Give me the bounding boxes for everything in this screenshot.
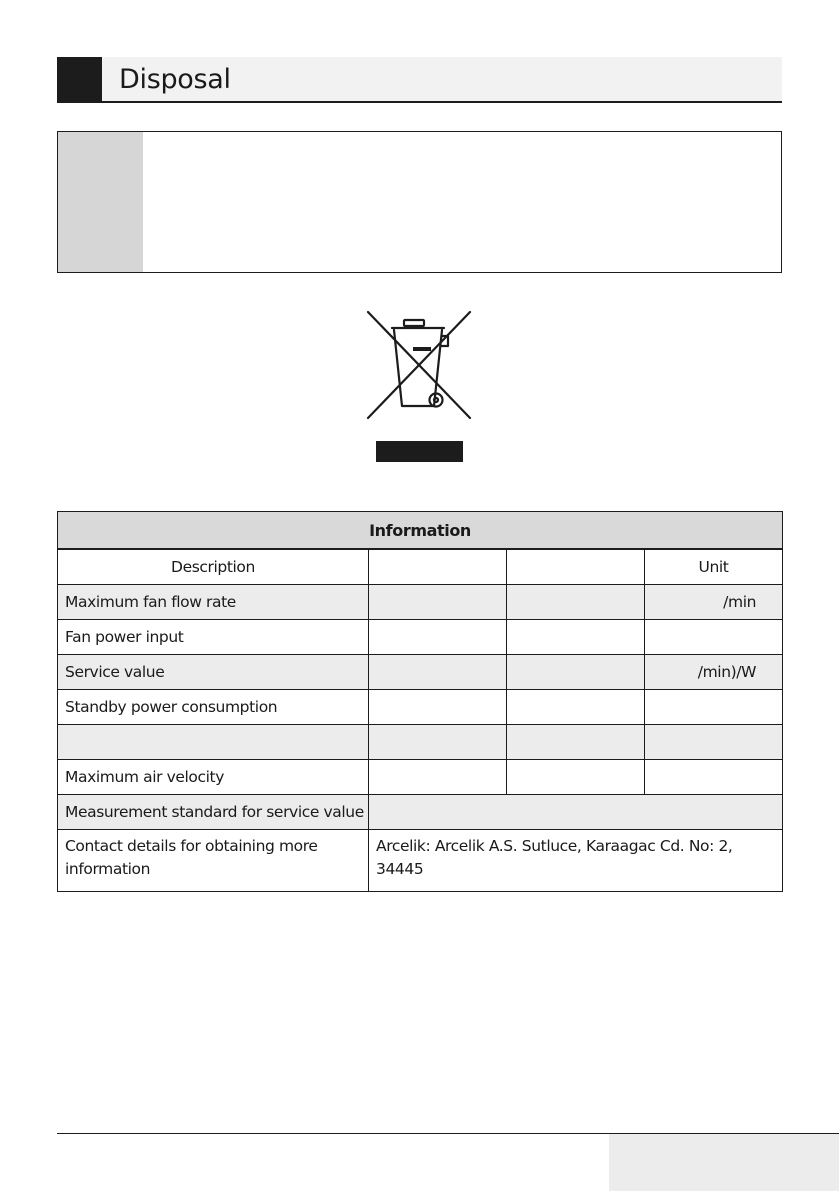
crossed-out-wheelie-bin-icon: [362, 306, 476, 424]
notice-box: [57, 131, 782, 273]
table-row: [58, 795, 783, 830]
header-divider: [57, 101, 782, 103]
header-marker-block: [57, 57, 102, 101]
measurement-standard-value: [369, 795, 783, 830]
row-value: [507, 690, 645, 725]
row-value: [507, 585, 645, 620]
row-value: [369, 620, 507, 655]
information-table: [57, 511, 783, 892]
table-header-row: [58, 549, 783, 585]
column-header-2: [369, 549, 507, 585]
row-label: Maximum air velocity: [58, 760, 369, 795]
table-row: [58, 585, 783, 620]
row-value: [369, 760, 507, 795]
page-title: Disposal: [119, 64, 231, 95]
row-unit: [645, 690, 783, 725]
table-row: [58, 725, 783, 760]
row-unit: [645, 725, 783, 760]
table-row: [58, 830, 783, 892]
row-label: [58, 725, 369, 760]
row-unit: [645, 620, 783, 655]
table-title: Information: [58, 512, 783, 550]
row-value: [507, 760, 645, 795]
row-unit: /min: [645, 585, 783, 620]
footer-page-box: [609, 1134, 839, 1191]
row-value: [507, 725, 645, 760]
column-header-3: [507, 549, 645, 585]
table-row: [58, 760, 783, 795]
contact-details-label: Contact details for obtaining more information: [58, 830, 369, 892]
row-label: Service value: [58, 655, 369, 690]
notice-icon-panel: [58, 132, 143, 272]
row-label: Maximum fan flow rate: [58, 585, 369, 620]
row-label: Fan power input: [58, 620, 369, 655]
row-unit: [645, 760, 783, 795]
weee-underline-bar: [376, 441, 463, 462]
measurement-standard-label: Measurement standard for service value: [58, 795, 369, 830]
table-row: [58, 620, 783, 655]
row-unit: /min)/W: [645, 655, 783, 690]
row-value: [369, 655, 507, 690]
table-row: [58, 655, 783, 690]
row-value: [369, 585, 507, 620]
contact-details-value: Arcelik: Arcelik A.S. Sutluce, Karaagac Cd. No: 2, 34445: [369, 830, 783, 892]
row-value: [369, 690, 507, 725]
row-value: [507, 655, 645, 690]
row-value: [369, 725, 507, 760]
table-row: [58, 690, 783, 725]
column-header-description: Description: [58, 549, 369, 585]
column-header-unit: Unit: [645, 549, 783, 585]
row-label: Standby power consumption: [58, 690, 369, 725]
section-header: [57, 57, 782, 101]
row-value: [507, 620, 645, 655]
